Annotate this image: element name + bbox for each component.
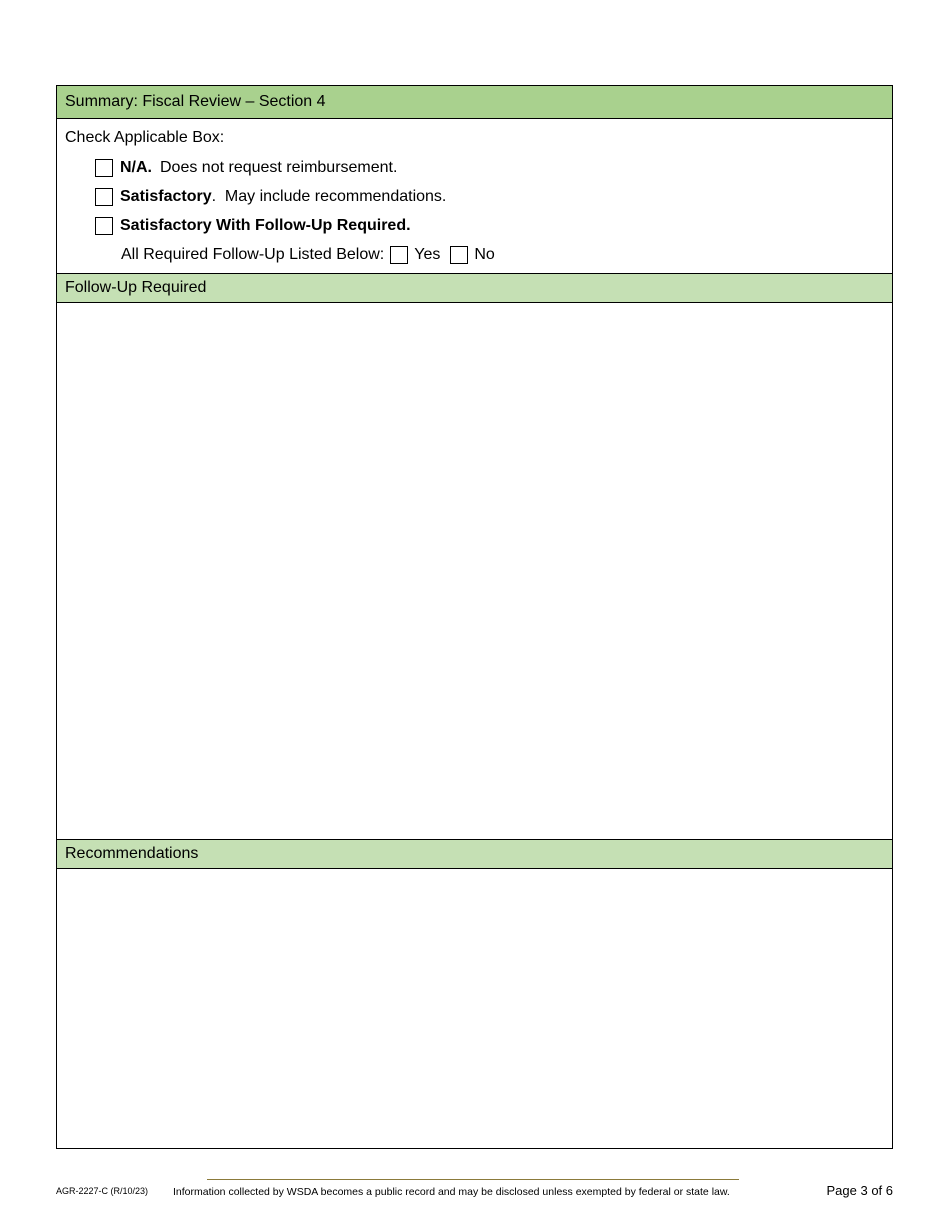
check-options-panel — [57, 119, 892, 274]
option-satisfactory-followup — [95, 217, 411, 235]
followup-required-header: Follow-Up Required — [57, 274, 892, 303]
no-checkbox[interactable] — [450, 246, 468, 264]
option-satisfactory-bold: Satisfactory — [120, 188, 212, 205]
check-applicable-label: Check Applicable Box: — [65, 129, 225, 146]
public-record-disclaimer: Information collected by WSDA becomes a public record and may be disclosed unless exempted by federal or state law. — [173, 1186, 730, 1198]
form-code: AGR-2227-C (R/10/23) — [56, 1186, 149, 1196]
no-label: No — [474, 246, 495, 263]
option-na-text: Does not request reimbursement. — [160, 159, 398, 176]
recommendations-field[interactable] — [57, 870, 892, 1148]
satisfactory-followup-checkbox[interactable] — [95, 217, 113, 235]
followup-listed-row — [121, 246, 495, 264]
option-satisfactory-followup-bold: Satisfactory With Follow-Up Required. — [120, 217, 411, 234]
na-checkbox[interactable] — [95, 159, 113, 177]
section-title: Summary: Fiscal Review – Section 4 — [57, 86, 892, 119]
yes-label: Yes — [414, 246, 441, 263]
followup-required-field[interactable] — [57, 303, 892, 840]
page-number: Page 3 of 6 — [826, 1183, 893, 1198]
satisfactory-checkbox[interactable] — [95, 188, 113, 206]
option-na — [95, 159, 397, 177]
option-satisfactory-text: . May include recommendations. — [211, 188, 447, 205]
footer-divider — [207, 1179, 739, 1180]
yes-checkbox[interactable] — [390, 246, 408, 264]
option-na-bold: N/A. — [120, 159, 152, 176]
recommendations-header: Recommendations — [57, 840, 892, 869]
followup-listed-question: All Required Follow-Up Listed Below: — [121, 246, 385, 263]
option-satisfactory — [95, 188, 446, 206]
fiscal-review-form — [56, 85, 893, 1149]
